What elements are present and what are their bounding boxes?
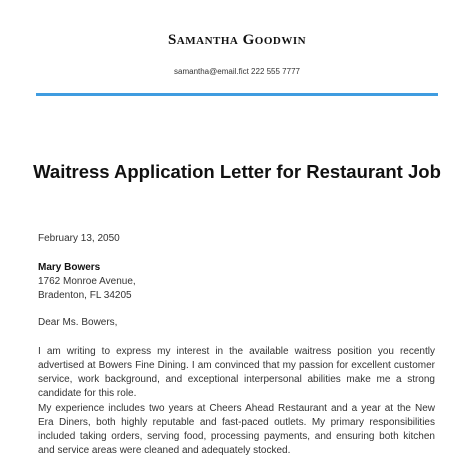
- body-paragraph-2: My experience includes two years at Cheers Ahead Restaurant and a year at the New Era Diners, both highly reputable and fast-paced outlets. My primary responsibilities included taking orders, serving food, processing payments, and ensuring both kitchen and service areas were cleaned and adequately stocked.: [38, 403, 435, 456]
- salutation: Dear Ms. Bowers,: [38, 317, 118, 328]
- sender-name: Samantha Goodwin: [167, 32, 307, 48]
- header-divider: [36, 93, 438, 96]
- letter-title: Waitress Application Letter for Restaurant Job: [33, 161, 441, 182]
- recipient-address-line2: Bradenton, FL 34205: [38, 290, 132, 301]
- recipient-address-line1: 1762 Monroe Avenue,: [38, 276, 136, 287]
- body-paragraph-1: I am writing to express my interest in the available waitress position you recently advertised at Bowers Fine Dining. I am convinced that my passion for excellent customer service, work background, and exceptional interpersonal abilities make me a strong candidate for this role.: [38, 346, 435, 399]
- letter-date: February 13, 2050: [38, 233, 120, 244]
- sender-contact: samantha@email.fict 222 555 7777: [174, 67, 300, 76]
- recipient-name: Mary Bowers: [38, 262, 101, 273]
- recipient-block: [38, 261, 136, 303]
